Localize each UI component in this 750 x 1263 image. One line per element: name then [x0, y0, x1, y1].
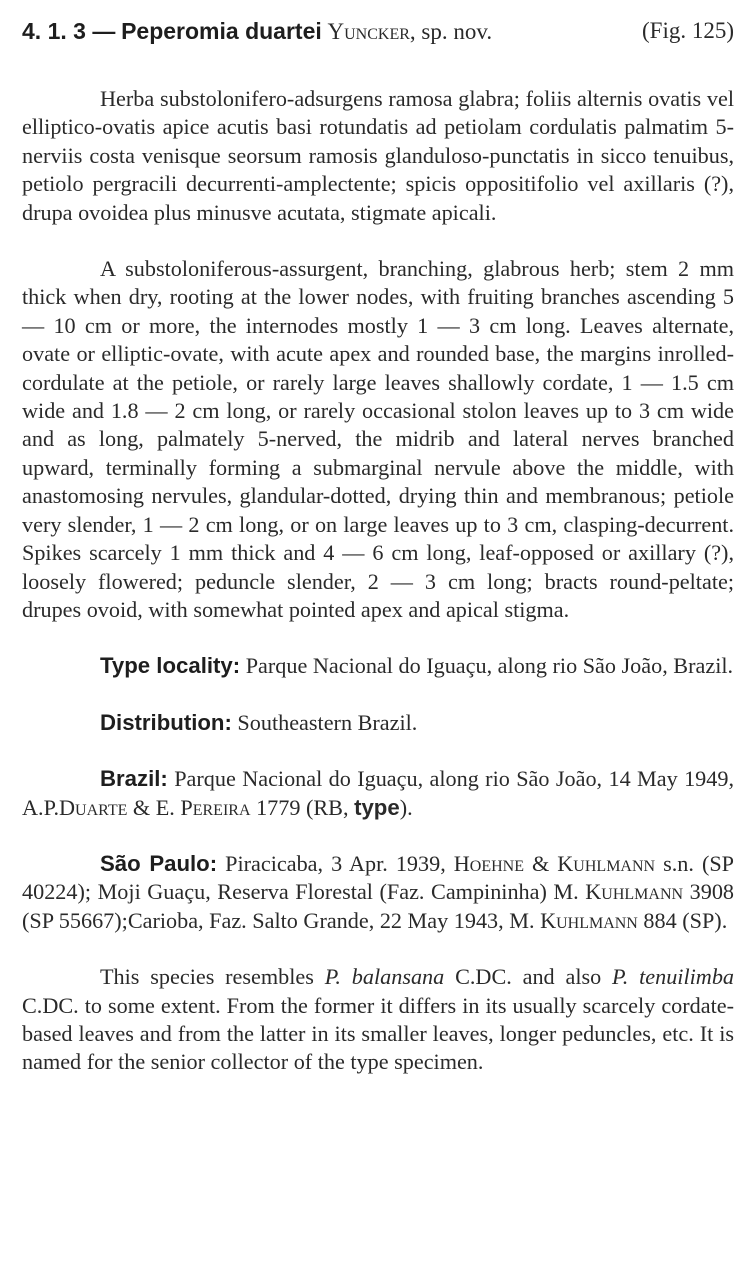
sao-paulo-part1: Piracicaba, 3 Apr. 1939,: [225, 850, 446, 876]
species-heading: [22, 14, 734, 49]
species-author: Yuncker,: [327, 19, 416, 44]
english-description: A substoloniferous-assurgent, branching, glabrous herb; stem 2 mm thick when dry, rooting at the lower nodes, with fruiting branches ascending 5 — 10 cm or more, the internodes mostly 1 — 3 cm long. Leaves alternate, ovate or elliptic-ovate, with acute apex and rounded base, the margins inrolled-cordulate at the petiole, or rarely large leaves shallowly cordate, 1 — 1.5 cm wide and 1.8 — 2 cm long, or rarely occasional stolon leaves up to 3 cm wide and as long, palmately 5-nerved, the midrib and lateral nerves branched upward, terminally forming a submarginal nervule above the middle, with anastomosing nervules, glandular-dotted, drying thin and membranous; petiole very slender, 1 — 2 cm long, or on large leaves up to 3 cm, clasping-decurrent. Spikes scarcely 1 mm thick and 4 — 6 cm long, leaf-opposed or axillary (?), loosely flowered; peduncle slender, 2 — 3 cm long; bracts round-peltate; drupes ovoid, with somewhat pointed apex and apical stigma.: [22, 256, 734, 622]
brazil-text-middle: 1779 (RB,: [256, 794, 349, 820]
distribution-label: Distribution:: [100, 709, 232, 735]
distribution-paragraph: [22, 709, 734, 737]
type-locality-text: Parque Nacional do Iguaçu, along rio São João, Brazil.: [245, 653, 734, 679]
remarks-species1: P. balansana: [324, 964, 445, 990]
remarks-text3: C.DC. to some extent. From the former it differs in its usually scarcely cordate-based leaves and from the latter in its smaller leaves, longer peduncles, etc. It is named for the senior collector of the type specimen.: [22, 992, 734, 1075]
sao-paulo-collector3: Kuhlmann: [540, 907, 638, 933]
sao-paulo-label: São Paulo:: [100, 850, 218, 876]
remarks-text1: This species resembles: [100, 964, 314, 990]
sao-paulo-specimen-paragraph: [22, 850, 734, 935]
type-designation: type: [354, 794, 400, 820]
nomenclature-status: sp. nov.: [421, 19, 493, 44]
brazil-specimen-paragraph: [22, 765, 734, 822]
remarks-species2: P. tenuilimba: [612, 964, 735, 990]
section-number: 4. 1. 3 —: [22, 18, 116, 44]
latin-description: Herba substolonifero-adsurgens ramosa glabra; foliis alternis ovatis vel elliptico-ovatis apice acutis basi rotundatis ad petiolam cordulatis palmatim 5-nerviis costa venisque seorsum ramosis glanduloso-punctatis in sicco tenuibus, petiolo pergracili decurrenti-amplectente; spicis oppositifolio vel axillaris (?), drupa ovoidea plus minusve acutata, stigmate apicali.: [22, 86, 734, 225]
sao-paulo-collector2: Kuhlmann: [585, 879, 684, 905]
figure-reference: (Fig. 125): [642, 18, 734, 43]
distribution-text: Southeastern Brazil.: [237, 709, 418, 735]
type-locality-label: Type locality:: [100, 653, 241, 679]
brazil-text-before: Parque Nacional do Iguaçu, along rio São João, 14 May 1949, A.P.: [22, 766, 735, 820]
sao-paulo-collector1: Hoehne & Kuhlmann: [453, 850, 656, 876]
brazil-text-after: ).: [399, 794, 413, 820]
sao-paulo-part4: 884 (SP).: [643, 907, 728, 933]
remarks-paragraph: [22, 963, 734, 1077]
brazil-collectors: Duarte & E. Pereira: [59, 794, 251, 820]
brazil-label: Brazil:: [100, 766, 168, 792]
type-locality-paragraph: [22, 652, 734, 680]
sao-paulo-part3: 3908 (SP 55667);Carioba, Faz. Salto Grande, 22 May 1943, M.: [22, 879, 735, 933]
species-name: Peperomia duartei: [121, 18, 322, 44]
remarks-text2: C.DC. and also: [455, 964, 602, 990]
document-page: [22, 14, 734, 1077]
sao-paulo-part2: s.n. (SP 40224); Moji Guaçu, Reserva Florestal (Faz. Campininha) M.: [22, 850, 735, 905]
